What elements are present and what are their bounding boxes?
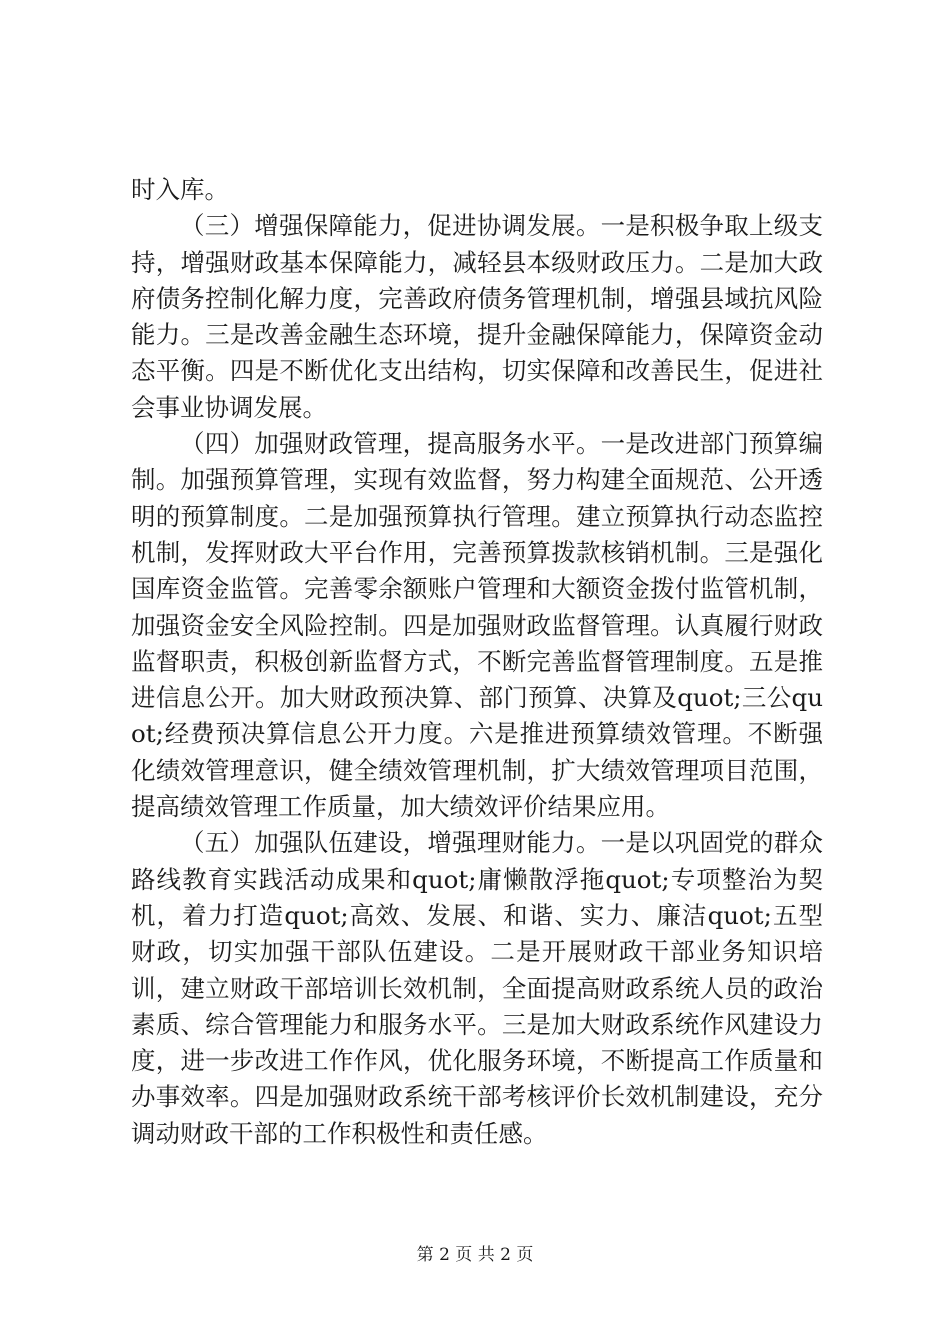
page-number-footer: 第 2 页 共 2 页 <box>416 1245 534 1265</box>
paragraph-section-four: （四）加强财政管理，提高服务水平。一是改进部门预算编制。加强预算管理，实现有效监督，努力构建全面规范、公开透明的预算制度。二是加强预算执行管理。建立预算执行动态监控机制，发挥财政大平台作用，完善预算拨款核销机制。三是强化国库资金监管。完善零余额账户管理和大额资金拨付监管机制，加强资金安全风险控制。四是加强财政监督管理。认真履行财政监督职责，积极创新监督方式，不断完善监督管理制度。五是推进信息公开。加大财政预决算、部门预算、决算及quot;三公quot;经费预决算信息公开力度。六是推进预算绩效管理。不断强化绩效管理意识，健全绩效管理机制，扩大绩效管理项目范围，提高绩效管理工作质量，加大绩效评价结果应用。 <box>131 429 823 822</box>
paragraph-section-five: （五）加强队伍建设，增强理财能力。一是以巩固党的群众路线教育实践活动成果和quot;庸懒散浮拖quot;专项整治为契机，着力打造quot;高效、发展、和谐、实力、廉洁quot;五型财政，切实加强干部队伍建设。二是开展财政干部业务知识培训，建立财政干部培训长效机制，全面提高财政系统人员的政治素质、综合管理能力和服务水平。三是加大财政系统作风建设力度，进一步改进工作作风，优化服务环境，不断提高工作质量和办事效率。四是加强财政系统干部考核评价长效机制建设，充分调动财政干部的工作积极性和责任感。 <box>131 828 823 1148</box>
paragraph-section-three: （三）增强保障能力，促进协调发展。一是积极争取上级支持，增强财政基本保障能力，减轻县本级财政压力。二是加大政府债务控制化解力度，完善政府债务管理机制，增强县域抗风险能力。三是改善金融生态环境，提升金融保障能力，保障资金动态平衡。四是不断优化支出结构，切实保障和改善民生，促进社会事业协调发展。 <box>131 211 823 422</box>
paragraph-continuation: 时入库。 <box>131 175 229 204</box>
document-body <box>131 172 823 1152</box>
